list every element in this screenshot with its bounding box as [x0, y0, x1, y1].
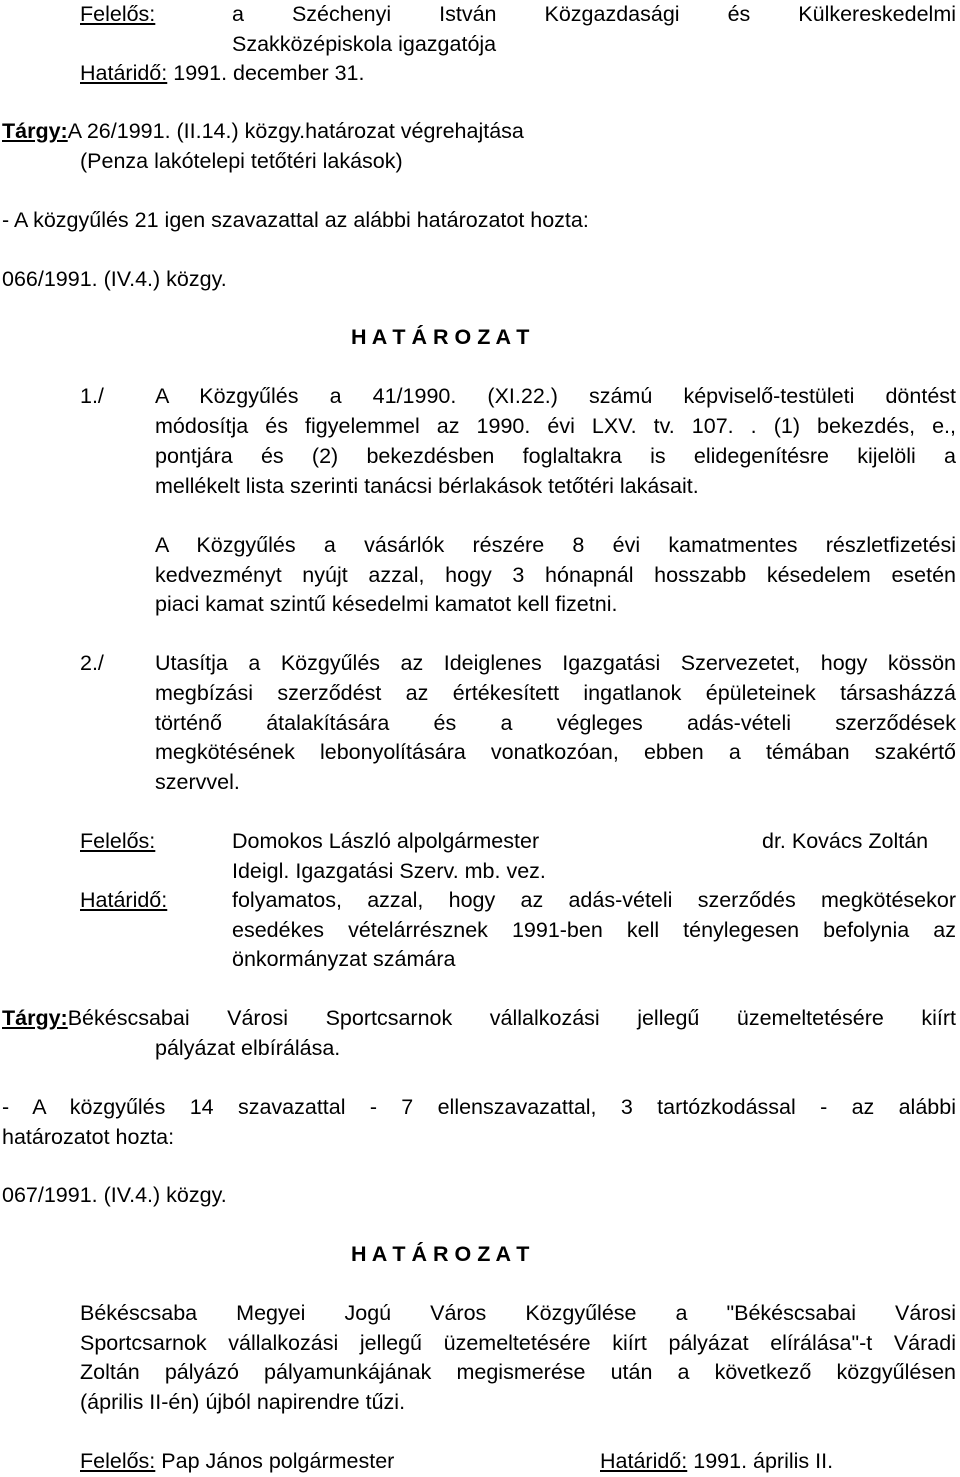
item-number: 2./	[80, 651, 104, 675]
item-line: megkötésének lebonyolítására vonatkozóan, ebben a témában szakértő	[155, 740, 956, 764]
responsible-line: a Széchenyi István Közgazdasági és Külkereskedelmi	[232, 2, 956, 26]
subject-line: pályázat elbírálása.	[155, 1036, 341, 1060]
responsible-label: Felelős:	[80, 1449, 156, 1473]
vote-text: határozatot hozta:	[2, 1125, 175, 1149]
decision-heading: H A T Á R O Z A T	[351, 1242, 530, 1266]
subject-line: (Penza lakótelepi tetőtéri lakások)	[80, 149, 403, 173]
responsible-right: dr. Kovács Zoltán	[762, 829, 929, 853]
vote-text: - A közgyűlés 21 igen szavazattal az alábbi határozatot hozta:	[2, 208, 589, 232]
item-number: 1./	[80, 384, 104, 408]
item-line: pontjára és (2) bekezdésben foglaltakra is elidegenítésre kijelöli a	[155, 444, 956, 468]
item-line: A Közgyűlés a vásárlók részére 8 évi kamatmentes részletfizetési	[155, 533, 956, 557]
subject-row	[2, 1008, 956, 1030]
decision-number: 067/1991. (IV.4.) közgy.	[2, 1183, 227, 1207]
responsible-row	[80, 1451, 394, 1473]
responsible-line: Szakközépiskola igazgatója	[232, 32, 497, 56]
deadline-line: folyamatos, azzal, hogy az adás-vételi szerződés megkötésekor	[232, 888, 956, 912]
subject-line: Békéscsabai Városi Sportcsarnok vállalkozási jellegű üzemeltetésére kiírt	[67, 1006, 956, 1030]
decision-line: Békéscsaba Megyei Jogú Város Közgyűlése a "Békéscsabai Városi	[80, 1301, 956, 1325]
responsible-left: Domokos László alpolgármester	[232, 829, 540, 853]
item-line: módosítja és figyelemmel az 1990. évi LXV. tv. 107. . (1) bekezdés, e.,	[155, 414, 956, 438]
subject-line: A 26/1991. (II.14.) közgy.határozat végrehajtása	[67, 119, 524, 143]
item-line: piaci kamat szintű késedelmi kamatot kell fizetni.	[155, 592, 618, 616]
item-line: Utasítja a Közgyűlés az Ideiglenes Igazgatási Szervezetet, hogy kössön	[155, 651, 956, 675]
deadline-line: önkormányzat számára	[232, 947, 456, 971]
decision-line: Zoltán pályázó pályamunkájának megismerése után a következő közgyűlésen	[80, 1360, 956, 1384]
item-line: A Közgyűlés a 41/1990. (XI.22.) számú képviselő-testületi döntést	[155, 384, 956, 408]
responsible-line: Ideigl. Igazgatási Szerv. mb. vez.	[232, 859, 546, 883]
item-line: kedvezményt nyújt azzal, hogy 3 hónapnál hosszabb késedelem esetén	[155, 563, 956, 587]
deadline-line: esedékes vételárrésznek 1991-ben kell ténylegesen befolynia az	[232, 918, 956, 942]
deadline-row	[600, 1451, 833, 1473]
item-line: mellékelt lista szerinti tanácsi bérlakások tetőtéri lakásait.	[155, 474, 699, 498]
decision-heading: H A T Á R O Z A T	[351, 325, 530, 349]
responsible-value: Pap János polgármester	[161, 1449, 395, 1473]
deadline-label: Határidő:	[80, 888, 168, 912]
decision-number: 066/1991. (IV.4.) közgy.	[2, 267, 227, 291]
decision-line: Sportcsarnok vállalkozási jellegű üzemeltetésére kiírt pályázat elírálása"-t Váradi	[80, 1331, 956, 1355]
deadline-value: 1991. december 31.	[173, 61, 365, 85]
subject-row	[2, 121, 524, 143]
vote-text: - A közgyűlés 14 szavazattal - 7 ellenszavazattal, 3 tartózkodással - az alábbi	[2, 1095, 956, 1119]
deadline-label: Határidő:	[80, 61, 168, 85]
subject-label: Tárgy:	[2, 119, 68, 143]
deadline-value: 1991. április II.	[693, 1449, 834, 1473]
responsible-label: Felelős:	[80, 829, 156, 853]
item-line: szervvel.	[155, 770, 240, 794]
responsible-label: Felelős:	[80, 2, 156, 26]
item-line: megbízási szerződést az értékesített ingatlanok épületeinek társasházzá	[155, 681, 956, 705]
subject-label: Tárgy:	[2, 1006, 68, 1030]
deadline-label: Határidő:	[600, 1449, 688, 1473]
deadline-row	[80, 63, 364, 85]
decision-line: (április II-én) újból napirendre tűzi.	[80, 1390, 406, 1414]
item-line: történő átalakítására és a végleges adás-vételi szerződések	[155, 711, 956, 735]
